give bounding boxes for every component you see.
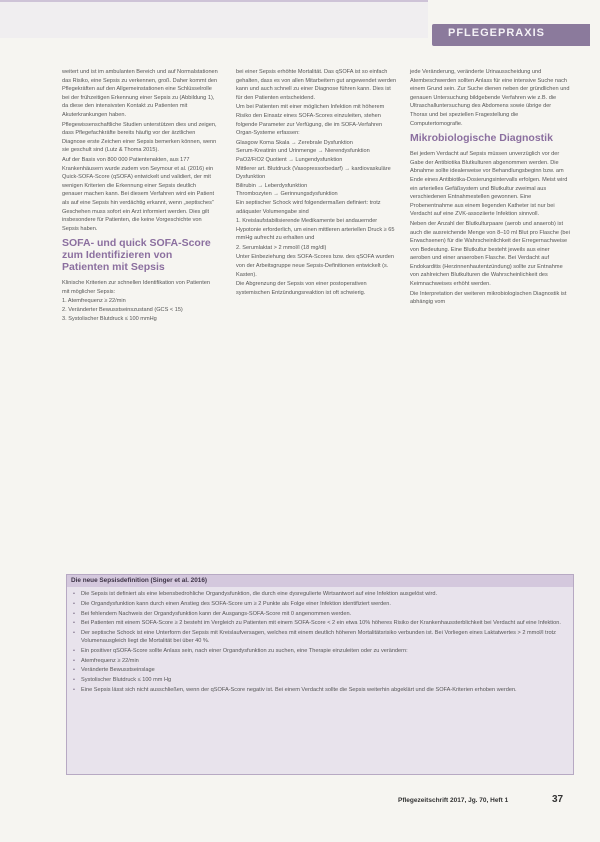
list-item: Glasgow Koma Skala → Zerebrale Dysfunktion <box>236 139 353 146</box>
definition-box <box>66 574 574 775</box>
paragraph: Die Interpretation der weiteren mikrobiologischen Diagnostik ist abhängig vom <box>410 290 567 306</box>
page-number: 37 <box>552 794 564 805</box>
list-item: 3. Systolischer Blutdruck ≤ 100 mmHg <box>62 315 157 322</box>
box-subitem: • Atemfrequenz ≥ 22/min <box>73 658 567 666</box>
list-item: 1. Atemfrequenz ≥ 22/min <box>62 298 126 305</box>
section-heading: Mikrobiologische Diagnostik <box>410 132 553 145</box>
paragraph: weitert und ist im ambulanten Bereich und auf Normalstationen das Risiko, eine Sepsis zu verkennen, groß. Daher kommt den Pflegekräften auf den Allgemeinstationen eine Schlüsselrolle bei der frühzeitigen Erkennung einer Sepsis zu (Abbildung 1), da diese den intensivsten Kontakt zu Patienten mit Akuterkrankungen haben. <box>62 69 218 118</box>
box-item: • Eine Sepsis lässt sich nicht ausschließen, wenn der qSOFA-Score negativ ist. Bei einem Verdacht sollte die Sepsis weiterhin abgeklärt und die SOFA-Kriterien erhoben werden. <box>73 687 567 695</box>
box-item: • Die Organdysfunktion kann durch einen Anstieg des SOFA-Score um ≥ 2 Punkte als Folge einer Infektion identifiziert werden. <box>73 601 567 609</box>
organ-list <box>236 139 398 199</box>
list-item: Mittlerer art. Blutdruck (Vasopressorbedarf) → kardiovaskuläre Dysfunktion <box>236 165 391 181</box>
box-subitem: • Systolischer Blutdruck ≤ 100 mm Hg <box>73 677 567 685</box>
box-item: • Bei fehlendem Nachweis der Organdysfunktion kann der Ausgangs-SOFA-Score mit 0 angenommen werden. <box>73 611 567 619</box>
criteria-list <box>62 297 218 323</box>
box-body <box>73 591 567 697</box>
paragraph: Klinische Kriterien zur schnellen Identifikation von Patienten mit möglicher Sepsis: <box>62 280 211 295</box>
page-header <box>0 0 600 42</box>
paragraph: Auf der Basis von 800 000 Patientenakten, aus 177 Krankenhäusern wurde zudem von Seymour et al. (2016) ein Quick-SOFA-Score (qSOFA) entwickelt und validiert, der mit wenigen Kriterien die Erkennung einer Sepsis deutlich genauer machen kann. Bei diesem Verfahren wird ein Patient als auf eine Sepsis hin verdächtig erkannt, wenn „septisches“ Geschehen muss sofort ein Arzt informiert werden. Dies gilt insbesondere für Patienten, die keine Vorgeschichte von Sepsis haben. <box>62 156 215 232</box>
paragraph: jede Veränderung, veränderte Urinausscheidung und Atembeschwerden sollten Anlass für eine intensive Suche nach einem Grund sein. Zur Suche dienen neben der gründlichen und genauen Untersuchung bildgebende Verfahren wie z.B. die Ultraschalluntersuchung des Abdomens sowie übrige der Thorax und bei speziellen Fragestellung die Computertomografie. <box>410 69 570 127</box>
header-stripe <box>0 0 428 38</box>
column-3 <box>410 68 570 308</box>
paragraph: Um bei Patienten mit einer möglichen Infektion mit höherem Risiko den Einsatz eines SOFA-Scores einzuleiten, stehen folgende Parameter zur Verfügung, die im SOFA-Verfahren Organ-Systeme erfassen: <box>236 104 385 137</box>
paragraph: Die Abgrenzung der Sepsis von einer postoperativen systemischen Entzündungsreaktion ist oft schwierig. <box>236 281 367 296</box>
paragraph: 2. Serumlaktat > 2 mmol/l (18 mg/dl) <box>236 244 327 251</box>
paragraph: bei einer Sepsis erhöhte Mortalität. Das qSOFA ist so einfach gehalten, dass es von allen Mitarbeitern gut angewendet werden kann und auch schnell zu einer Diagnose führen kann. Dies ist für den Patienten entscheidend. <box>236 69 397 101</box>
column-1 <box>62 68 218 323</box>
header-rule <box>0 0 428 2</box>
box-title: Die neue Sepsisdefinition (Singer et al. 2016) <box>67 575 573 587</box>
section-title: PFLEGEPRAXIS <box>448 27 545 39</box>
paragraph: 1. Kreislaufstabilisierende Medikamente bei andauernder Hypotonie erforderlich, um einen mittleren arteriellen Druck ≥ 65 mmHg aufrecht zu erhalten und <box>236 218 395 242</box>
column-2 <box>236 68 398 298</box>
paragraph: Unter Einbeziehung des SOFA-Scores bzw. des qSOFA wurden von der Arbeitsgruppe neue Sepsis-Definitionen entwickelt (s. Kasten). <box>236 254 394 278</box>
box-item: • Bei Patienten mit einem SOFA-Score ≥ 2 besteht im Vergleich zu Patienten mit einem SOFA-Score < 2 ein etwa 10% höheres Risiko der Krankenhaussterblichkeit bei Verdacht auf eine Infektion. <box>73 620 567 628</box>
journal-citation: Pflegezeitschrift 2017, Jg. 70, Heft 1 <box>398 797 509 804</box>
list-item: Thrombozyten → Gerinnungsdysfunktion <box>236 191 338 198</box>
box-item: • Die Sepsis ist definiert als eine lebensbedrohliche Organdysfunktion, die durch eine dysregulierte Wirtsantwort auf eine Infektion ausgelöst wird. <box>73 591 567 599</box>
list-item: PaO2/FiO2 Quotient → Lungendysfunktion <box>236 156 343 163</box>
section-heading: SOFA- und quick SOFA-Score zum Identifizieren von Patienten mit Sepsis <box>62 237 211 274</box>
paragraph: Pflegewissenschaftliche Studien unterstützen dies und zeigen, dass Pflegefachkräfte bereits häufig vor der ärztlichen Diagnose erste Zeichen einer Sepsis bemerken können, wenn sie geschult sind (Lutz & Thoma 2015). <box>62 121 217 154</box>
box-item: • Der septische Schock ist eine Unterform der Sepsis mit Kreislaufversagen, welches mit einem deutlich höheren Mortalitätsrisiko verbunden ist. Bei Vorliegen eines Laktatwertes > 2 mmol/l trotz Volumenausgleich liegt die Mortalität bei über 40 %. <box>73 630 567 646</box>
paragraph: Neben der Anzahl der Blutkulturpaare (aerob und anaerob) ist auch die ausreichende Menge von 8–10 ml Blut pro Flasche (bei Erwachsenen) für die Wahrscheinlichkeit der Erregernachweise von Bedeutung. Eine Blutkultur besteht jeweils aus einer aeroben und einer anaeroben Flasche. Bei Verdacht auf Endokarditis (Herzinnenhautentzündung) sollte zur Entnahme von zahlreichen Blutkulturen die Wahrscheinlichkeit des Keimnachweises erhöht werden. <box>410 220 570 288</box>
list-item: Bilirubin → Leberdysfunktion <box>236 182 308 189</box>
list-item: Serum-Kreatinin und Urinmenge → Nierendysfunktion <box>236 148 370 155</box>
box-subitem: • Veränderte Bewusstseinslage <box>73 667 567 675</box>
paragraph: Ein septischer Schock wird folgendermaßen definiert: trotz adäquater Volumengabe sind <box>236 199 381 215</box>
paragraph: Bei jedem Verdacht auf Sepsis müssen unverzüglich vor der Gabe der Antibiotika Blutkulturen abgenommen werden. Die Abnahme sollte idealerweise vor Behandlungsbeginn bzw. am Ende eines Antibiotika-Dosierungsintervalls erfolgen. Meist wird ein arterielles Gefäßsystem und Blutkultur zweimal aus verschiedenen Entnahmestellen gewonnen. Eine Probenentnahme aus einem liegenden Katheter ist nur bei Verdacht auf eine ZVK-assoziierte Infektion sinnvoll. <box>410 151 568 218</box>
list-item: 2. Veränderter Bewusstseinszustand (GCS < 15) <box>62 307 183 314</box>
box-item: • Ein positiver qSOFA-Score sollte Anlass sein, nach einer Organdysfunktion zu suchen, eine Therapie einzuleiten oder zu verändern: <box>73 648 567 656</box>
